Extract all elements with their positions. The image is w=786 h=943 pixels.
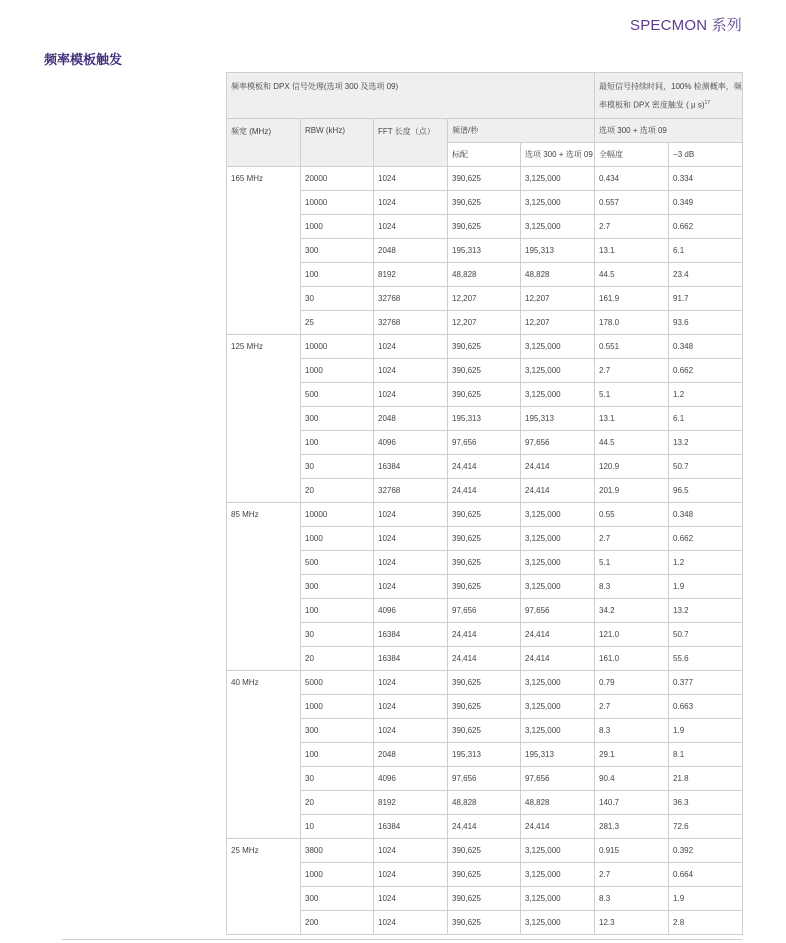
table-row bbox=[227, 815, 743, 839]
fft-length-cell: 4096 bbox=[374, 599, 448, 623]
bandwidth-cell: 165 MHz bbox=[227, 167, 301, 335]
option-rate-cell: 3,125,000 bbox=[521, 167, 595, 191]
minus-3db-cell: 1.9 bbox=[669, 887, 743, 911]
fft-length-cell: 1024 bbox=[374, 191, 448, 215]
rbw-cell: 20000 bbox=[301, 167, 374, 191]
rbw-cell: 20 bbox=[301, 479, 374, 503]
fft-length-cell: 1024 bbox=[374, 167, 448, 191]
minus-3db-cell: 0.348 bbox=[669, 503, 743, 527]
table-row bbox=[227, 407, 743, 431]
standard-rate-cell: 390,625 bbox=[448, 383, 521, 407]
rbw-cell: 30 bbox=[301, 767, 374, 791]
standard-rate-cell: 97,656 bbox=[448, 767, 521, 791]
standard-rate-cell: 390,625 bbox=[448, 503, 521, 527]
standard-rate-cell: 24,414 bbox=[448, 815, 521, 839]
fft-length-cell: 1024 bbox=[374, 671, 448, 695]
minus-3db-cell: 0.663 bbox=[669, 695, 743, 719]
full-amplitude-cell: 161.9 bbox=[595, 287, 669, 311]
full-amplitude-cell: 2.7 bbox=[595, 863, 669, 887]
option-rate-cell: 24,414 bbox=[521, 455, 595, 479]
bandwidth-cell: 40 MHz bbox=[227, 671, 301, 839]
minus-3db-cell: 36.3 bbox=[669, 791, 743, 815]
option-rate-cell: 3,125,000 bbox=[521, 383, 595, 407]
fft-length-cell: 4096 bbox=[374, 767, 448, 791]
option-rate-cell: 3,125,000 bbox=[521, 575, 595, 599]
table-row bbox=[227, 191, 743, 215]
full-amplitude-cell: 0.915 bbox=[595, 839, 669, 863]
rbw-cell: 5000 bbox=[301, 671, 374, 695]
option-rate-cell: 3,125,000 bbox=[521, 887, 595, 911]
rbw-cell: 10000 bbox=[301, 191, 374, 215]
rbw-cell: 100 bbox=[301, 599, 374, 623]
option-rate-cell: 3,125,000 bbox=[521, 527, 595, 551]
header-standard: 标配 bbox=[448, 143, 521, 167]
fft-length-cell: 1024 bbox=[374, 335, 448, 359]
full-amplitude-cell: 34.2 bbox=[595, 599, 669, 623]
full-amplitude-cell: 201.9 bbox=[595, 479, 669, 503]
rbw-cell: 100 bbox=[301, 263, 374, 287]
table-row bbox=[227, 527, 743, 551]
fft-length-cell: 1024 bbox=[374, 527, 448, 551]
series-title: SPECMON 系列 bbox=[629, 17, 742, 34]
minus-3db-cell: 1.9 bbox=[669, 575, 743, 599]
rbw-cell: 10000 bbox=[301, 503, 374, 527]
standard-rate-cell: 97,656 bbox=[448, 599, 521, 623]
option-rate-cell: 24,414 bbox=[521, 479, 595, 503]
rbw-cell: 30 bbox=[301, 455, 374, 479]
full-amplitude-cell: 281.3 bbox=[595, 815, 669, 839]
fft-length-cell: 8192 bbox=[374, 263, 448, 287]
rbw-cell: 300 bbox=[301, 239, 374, 263]
minus-3db-cell: 91.7 bbox=[669, 287, 743, 311]
standard-rate-cell: 195,313 bbox=[448, 239, 521, 263]
header-bandwidth: 频宽 (MHz) bbox=[227, 119, 301, 167]
table-row bbox=[227, 719, 743, 743]
full-amplitude-cell: 44.5 bbox=[595, 431, 669, 455]
option-rate-cell: 195,313 bbox=[521, 239, 595, 263]
table-row bbox=[227, 551, 743, 575]
full-amplitude-cell: 178.0 bbox=[595, 311, 669, 335]
rbw-cell: 10000 bbox=[301, 335, 374, 359]
rbw-cell: 100 bbox=[301, 743, 374, 767]
standard-rate-cell: 390,625 bbox=[448, 671, 521, 695]
rbw-cell: 1000 bbox=[301, 527, 374, 551]
full-amplitude-cell: 0.79 bbox=[595, 671, 669, 695]
rbw-cell: 20 bbox=[301, 791, 374, 815]
table-row bbox=[227, 671, 743, 695]
table-body bbox=[227, 167, 743, 935]
standard-rate-cell: 12,207 bbox=[448, 287, 521, 311]
minus-3db-cell: 0.662 bbox=[669, 359, 743, 383]
minus-3db-cell: 0.349 bbox=[669, 191, 743, 215]
table-row bbox=[227, 623, 743, 647]
minus-3db-cell: 0.392 bbox=[669, 839, 743, 863]
frequency-mask-trigger-table bbox=[226, 72, 743, 935]
fft-length-cell: 2048 bbox=[374, 239, 448, 263]
table-row bbox=[227, 215, 743, 239]
option-rate-cell: 3,125,000 bbox=[521, 503, 595, 527]
full-amplitude-cell: 2.7 bbox=[595, 359, 669, 383]
standard-rate-cell: 390,625 bbox=[448, 551, 521, 575]
minus-3db-cell: 93.6 bbox=[669, 311, 743, 335]
option-rate-cell: 3,125,000 bbox=[521, 695, 595, 719]
rbw-cell: 1000 bbox=[301, 215, 374, 239]
header-full-amplitude: 全幅度 bbox=[595, 143, 669, 167]
full-amplitude-cell: 13.1 bbox=[595, 239, 669, 263]
minus-3db-cell: 8.1 bbox=[669, 743, 743, 767]
standard-rate-cell: 390,625 bbox=[448, 191, 521, 215]
fft-length-cell: 1024 bbox=[374, 383, 448, 407]
fft-length-cell: 1024 bbox=[374, 887, 448, 911]
minus-3db-cell: 1.2 bbox=[669, 383, 743, 407]
option-rate-cell: 3,125,000 bbox=[521, 551, 595, 575]
minus-3db-cell: 13.2 bbox=[669, 431, 743, 455]
fft-length-cell: 16384 bbox=[374, 455, 448, 479]
full-amplitude-cell: 2.7 bbox=[595, 527, 669, 551]
fft-length-cell: 1024 bbox=[374, 575, 448, 599]
standard-rate-cell: 390,625 bbox=[448, 335, 521, 359]
fft-length-cell: 4096 bbox=[374, 431, 448, 455]
fft-length-cell: 1024 bbox=[374, 719, 448, 743]
rbw-cell: 300 bbox=[301, 407, 374, 431]
fft-length-cell: 2048 bbox=[374, 743, 448, 767]
rbw-cell: 10 bbox=[301, 815, 374, 839]
option-rate-cell: 3,125,000 bbox=[521, 671, 595, 695]
header-options: 选项 300 + 选项 09 bbox=[595, 119, 743, 143]
fft-length-cell: 1024 bbox=[374, 359, 448, 383]
table-row bbox=[227, 287, 743, 311]
full-amplitude-cell: 5.1 bbox=[595, 551, 669, 575]
minus-3db-cell: 0.377 bbox=[669, 671, 743, 695]
fft-length-cell: 8192 bbox=[374, 791, 448, 815]
standard-rate-cell: 390,625 bbox=[448, 839, 521, 863]
option-rate-cell: 3,125,000 bbox=[521, 911, 595, 935]
bottom-divider bbox=[62, 939, 742, 940]
fft-length-cell: 1024 bbox=[374, 695, 448, 719]
fft-length-cell: 1024 bbox=[374, 863, 448, 887]
full-amplitude-cell: 44.5 bbox=[595, 263, 669, 287]
option-rate-cell: 24,414 bbox=[521, 647, 595, 671]
standard-rate-cell: 390,625 bbox=[448, 167, 521, 191]
standard-rate-cell: 48,828 bbox=[448, 791, 521, 815]
table-row bbox=[227, 383, 743, 407]
minus-3db-cell: 50.7 bbox=[669, 623, 743, 647]
table-row bbox=[227, 695, 743, 719]
minus-3db-cell: 50.7 bbox=[669, 455, 743, 479]
option-rate-cell: 3,125,000 bbox=[521, 839, 595, 863]
fft-length-cell: 32768 bbox=[374, 479, 448, 503]
standard-rate-cell: 390,625 bbox=[448, 527, 521, 551]
standard-rate-cell: 48,828 bbox=[448, 263, 521, 287]
table-row bbox=[227, 599, 743, 623]
option-rate-cell: 48,828 bbox=[521, 791, 595, 815]
rbw-cell: 500 bbox=[301, 383, 374, 407]
rbw-cell: 1000 bbox=[301, 359, 374, 383]
rbw-cell: 300 bbox=[301, 887, 374, 911]
minus-3db-cell: 0.662 bbox=[669, 527, 743, 551]
full-amplitude-cell: 29.1 bbox=[595, 743, 669, 767]
rbw-cell: 100 bbox=[301, 431, 374, 455]
full-amplitude-cell: 5.1 bbox=[595, 383, 669, 407]
table-row bbox=[227, 503, 743, 527]
standard-rate-cell: 390,625 bbox=[448, 695, 521, 719]
table-row bbox=[227, 911, 743, 935]
rbw-cell: 3800 bbox=[301, 839, 374, 863]
fft-length-cell: 1024 bbox=[374, 839, 448, 863]
rbw-cell: 20 bbox=[301, 647, 374, 671]
table-row bbox=[227, 575, 743, 599]
bandwidth-cell: 125 MHz bbox=[227, 335, 301, 503]
table-row bbox=[227, 311, 743, 335]
fft-length-cell: 16384 bbox=[374, 623, 448, 647]
table-row bbox=[227, 167, 743, 191]
rbw-cell: 300 bbox=[301, 575, 374, 599]
header-dpx-processing: 频率模板和 DPX 信号处理(选项 300 及选项 09) bbox=[227, 73, 595, 119]
option-rate-cell: 97,656 bbox=[521, 431, 595, 455]
standard-rate-cell: 390,625 bbox=[448, 911, 521, 935]
rbw-cell: 200 bbox=[301, 911, 374, 935]
standard-rate-cell: 390,625 bbox=[448, 575, 521, 599]
fft-length-cell: 2048 bbox=[374, 407, 448, 431]
full-amplitude-cell: 2.7 bbox=[595, 215, 669, 239]
fft-length-cell: 1024 bbox=[374, 215, 448, 239]
rbw-cell: 25 bbox=[301, 311, 374, 335]
table-row bbox=[227, 767, 743, 791]
table-row bbox=[227, 359, 743, 383]
option-rate-cell: 195,313 bbox=[521, 743, 595, 767]
fft-length-cell: 1024 bbox=[374, 503, 448, 527]
standard-rate-cell: 97,656 bbox=[448, 431, 521, 455]
minus-3db-cell: 6.1 bbox=[669, 407, 743, 431]
option-rate-cell: 97,656 bbox=[521, 599, 595, 623]
standard-rate-cell: 24,414 bbox=[448, 455, 521, 479]
standard-rate-cell: 390,625 bbox=[448, 887, 521, 911]
full-amplitude-cell: 120.9 bbox=[595, 455, 669, 479]
table-row bbox=[227, 455, 743, 479]
standard-rate-cell: 24,414 bbox=[448, 647, 521, 671]
minus-3db-cell: 0.664 bbox=[669, 863, 743, 887]
full-amplitude-cell: 8.3 bbox=[595, 575, 669, 599]
option-rate-cell: 3,125,000 bbox=[521, 863, 595, 887]
table-row bbox=[227, 839, 743, 863]
minus-3db-cell: 6.1 bbox=[669, 239, 743, 263]
fft-length-cell: 1024 bbox=[374, 911, 448, 935]
standard-rate-cell: 12,207 bbox=[448, 311, 521, 335]
rbw-cell: 500 bbox=[301, 551, 374, 575]
minus-3db-cell: 0.348 bbox=[669, 335, 743, 359]
fft-length-cell: 16384 bbox=[374, 647, 448, 671]
fft-length-cell: 1024 bbox=[374, 551, 448, 575]
section-title: 频率模板触发 bbox=[44, 52, 123, 67]
minus-3db-cell: 72.6 bbox=[669, 815, 743, 839]
full-amplitude-cell: 161.0 bbox=[595, 647, 669, 671]
option-rate-cell: 12,207 bbox=[521, 287, 595, 311]
standard-rate-cell: 24,414 bbox=[448, 623, 521, 647]
standard-rate-cell: 390,625 bbox=[448, 359, 521, 383]
header-rbw: RBW (kHz) bbox=[301, 119, 374, 167]
fft-length-cell: 32768 bbox=[374, 311, 448, 335]
fft-length-cell: 32768 bbox=[374, 287, 448, 311]
full-amplitude-cell: 12.3 bbox=[595, 911, 669, 935]
minus-3db-cell: 23.4 bbox=[669, 263, 743, 287]
table-row bbox=[227, 431, 743, 455]
fft-length-cell: 16384 bbox=[374, 815, 448, 839]
header-spectra-per-second: 频谱/秒 bbox=[448, 119, 595, 143]
rbw-cell: 300 bbox=[301, 719, 374, 743]
bandwidth-cell: 25 MHz bbox=[227, 839, 301, 935]
header-minus-3db: −3 dB bbox=[669, 143, 743, 167]
minus-3db-cell: 1.2 bbox=[669, 551, 743, 575]
footnote-ref: 17 bbox=[704, 100, 711, 106]
option-rate-cell: 3,125,000 bbox=[521, 191, 595, 215]
table-row bbox=[227, 479, 743, 503]
option-rate-cell: 3,125,000 bbox=[521, 215, 595, 239]
full-amplitude-cell: 121.0 bbox=[595, 623, 669, 647]
table-row bbox=[227, 791, 743, 815]
full-amplitude-cell: 13.1 bbox=[595, 407, 669, 431]
table-row bbox=[227, 863, 743, 887]
standard-rate-cell: 390,625 bbox=[448, 719, 521, 743]
header-min-signal-duration: 最短信号持续时间，100% 检测概率，频率模板和 DPX 密度触发 ( μ s)$^{17}$ bbox=[595, 73, 743, 119]
header-fft-length: FFT 长度（点） bbox=[374, 119, 448, 167]
option-rate-cell: 97,656 bbox=[521, 767, 595, 791]
option-rate-cell: 24,414 bbox=[521, 623, 595, 647]
full-amplitude-cell: 0.434 bbox=[595, 167, 669, 191]
table-row bbox=[227, 647, 743, 671]
rbw-cell: 30 bbox=[301, 623, 374, 647]
option-rate-cell: 3,125,000 bbox=[521, 335, 595, 359]
table-row bbox=[227, 239, 743, 263]
table-row bbox=[227, 743, 743, 767]
full-amplitude-cell: 8.3 bbox=[595, 887, 669, 911]
option-rate-cell: 195,313 bbox=[521, 407, 595, 431]
option-rate-cell: 3,125,000 bbox=[521, 719, 595, 743]
rbw-cell: 30 bbox=[301, 287, 374, 311]
minus-3db-cell: 96.5 bbox=[669, 479, 743, 503]
full-amplitude-cell: 2.7 bbox=[595, 695, 669, 719]
option-rate-cell: 3,125,000 bbox=[521, 359, 595, 383]
minus-3db-cell: 21.8 bbox=[669, 767, 743, 791]
full-amplitude-cell: 140.7 bbox=[595, 791, 669, 815]
standard-rate-cell: 195,313 bbox=[448, 743, 521, 767]
rbw-cell: 1000 bbox=[301, 863, 374, 887]
option-rate-cell: 48,828 bbox=[521, 263, 595, 287]
full-amplitude-cell: 0.557 bbox=[595, 191, 669, 215]
option-rate-cell: 24,414 bbox=[521, 815, 595, 839]
standard-rate-cell: 390,625 bbox=[448, 215, 521, 239]
full-amplitude-cell: 0.551 bbox=[595, 335, 669, 359]
standard-rate-cell: 195,313 bbox=[448, 407, 521, 431]
minus-3db-cell: 55.6 bbox=[669, 647, 743, 671]
table-row bbox=[227, 263, 743, 287]
minus-3db-cell: 0.662 bbox=[669, 215, 743, 239]
standard-rate-cell: 390,625 bbox=[448, 863, 521, 887]
full-amplitude-cell: 8.3 bbox=[595, 719, 669, 743]
full-amplitude-cell: 0.55 bbox=[595, 503, 669, 527]
header-option-300-09: 选项 300 + 选项 09 bbox=[521, 143, 595, 167]
full-amplitude-cell: 90.4 bbox=[595, 767, 669, 791]
minus-3db-cell: 1.9 bbox=[669, 719, 743, 743]
minus-3db-cell: 13.2 bbox=[669, 599, 743, 623]
minus-3db-cell: 0.334 bbox=[669, 167, 743, 191]
rbw-cell: 1000 bbox=[301, 695, 374, 719]
option-rate-cell: 12,207 bbox=[521, 311, 595, 335]
table-row bbox=[227, 335, 743, 359]
table-row bbox=[227, 887, 743, 911]
minus-3db-cell: 2.8 bbox=[669, 911, 743, 935]
standard-rate-cell: 24,414 bbox=[448, 479, 521, 503]
bandwidth-cell: 85 MHz bbox=[227, 503, 301, 671]
